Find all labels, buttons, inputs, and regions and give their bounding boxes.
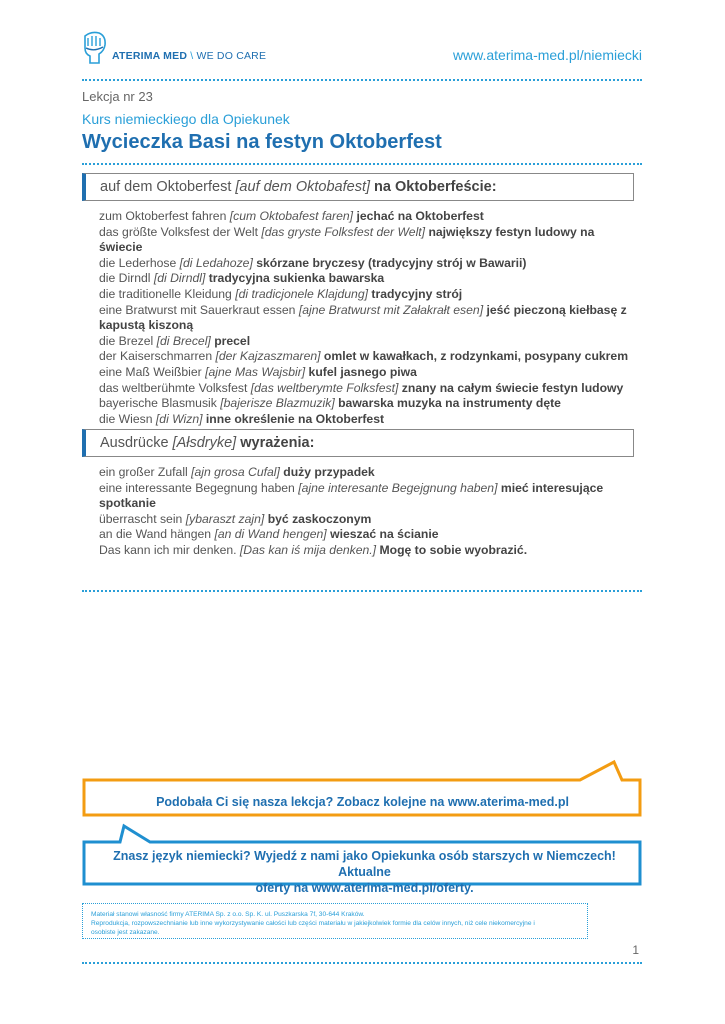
term-polish: Mogę to sobie wyobrazić. bbox=[379, 542, 528, 557]
term-german: die Wiesn bbox=[99, 411, 153, 426]
course-name: Kurs niemieckiego dla Opiekunek bbox=[82, 111, 290, 127]
page-title: Wycieczka Basi na festyn Oktoberfest bbox=[82, 131, 442, 153]
term-german: bayerische Blasmusik bbox=[99, 396, 217, 411]
term-polish: jechać na Oktoberfest bbox=[356, 209, 484, 223]
term-polish: kufel jasnego piwa bbox=[308, 364, 417, 379]
term-polish: omlet w kawałkach, z rodzynkami, posypany cukrem bbox=[323, 349, 629, 364]
term-german: die Brezel bbox=[99, 333, 154, 348]
term-pronunciation: [di tradicjonele Klajdung] bbox=[235, 286, 368, 301]
promo-lessons-link[interactable]: Podobała Ci się nasza lekcja? Zobacz kolejne na www.aterima-med.pl bbox=[156, 795, 569, 809]
heading-german: auf dem Oktoberfest bbox=[100, 179, 232, 195]
term-pronunciation: [di Dirndl] bbox=[153, 271, 206, 286]
term-pronunciation: [der Kajzaszmaren] bbox=[215, 349, 321, 364]
copyright-line: osobiste jest zakazane. bbox=[91, 929, 160, 936]
term-pronunciation: [bajerisze Blazmuzik] bbox=[220, 396, 335, 411]
term-pronunciation: [ajne Mas Wajsbir] bbox=[205, 364, 306, 379]
term-polish: jeść pieczoną kiełbasę z kapustą kiszoną bbox=[99, 302, 627, 333]
term-pronunciation: [an di Wand hengen] bbox=[214, 527, 327, 542]
term-polish: precel bbox=[214, 333, 251, 348]
term-polish: duży przypadek bbox=[283, 465, 375, 479]
term-german: der Kaiserschmarren bbox=[99, 349, 213, 364]
term-polish: skórzane bryczesy (tradycyjny strój w Bawarii) bbox=[256, 255, 527, 270]
logo-separator: \ bbox=[190, 50, 194, 62]
term-polish: inne określenie na Oktoberfest bbox=[205, 411, 385, 426]
term-german: an die Wand hängen bbox=[99, 527, 212, 542]
term-german: die traditionelle Kleidung bbox=[99, 286, 232, 301]
term-polish: mieć interesujące spotkanie bbox=[99, 480, 604, 511]
term-polish: bawarska muzyka na instrumenty dęte bbox=[338, 396, 561, 411]
heading-pronunciation: [Ałsdryke] bbox=[172, 435, 237, 451]
term-polish: znany na całym świecie festyn ludowy bbox=[401, 380, 624, 395]
term-german: überrascht sein bbox=[99, 511, 183, 526]
page-number: 1 bbox=[632, 943, 639, 957]
lesson-number: Lekcja nr 23 bbox=[82, 89, 153, 104]
copyright-notice bbox=[82, 903, 588, 939]
copyright-line: Reprodukcja, rozpowszechnianie lub inne wykorzystywanie całości lub części materiału w jakiejkolwiek formie dla celów innych, niż cele niekomercyjne i bbox=[91, 920, 535, 927]
term-pronunciation: [das weltberymte Folksfest] bbox=[250, 380, 399, 395]
term-pronunciation: [cum Oktobafest faren] bbox=[229, 209, 354, 223]
term-polish: wieszać na ścianie bbox=[330, 527, 439, 542]
term-german: Das kann ich mir denken. bbox=[99, 542, 237, 557]
term-pronunciation: [di Brecel] bbox=[156, 333, 211, 348]
logo-tagline: WE DO CARE bbox=[196, 50, 267, 62]
term-pronunciation: [ajn grosa Cufal] bbox=[191, 465, 280, 479]
promo-offers-line2: oferty na www.aterima-med.pl/oferty. bbox=[255, 881, 474, 895]
copyright-line: Materiał stanowi własność firmy ATERIMA Sp. z o.o. Sp. K. ul. Puszkarska 7f, 30-644 Kraków. bbox=[91, 911, 365, 918]
heading-german: Ausdrücke bbox=[100, 435, 169, 451]
term-polish: być zaskoczonym bbox=[267, 511, 372, 526]
term-pronunciation: [ybaraszt zajn] bbox=[185, 511, 265, 526]
term-german: eine Maß Weißbier bbox=[99, 364, 202, 379]
logo-brand: ATERIMA MED bbox=[112, 50, 188, 62]
site-url-link[interactable]: www.aterima-med.pl/niemiecki bbox=[452, 47, 642, 63]
term-german: das größte Volksfest der Welt bbox=[99, 224, 258, 239]
term-pronunciation: [das gryste Folksfest der Welt] bbox=[261, 224, 426, 239]
heading-pronunciation: [auf dem Oktobafest] bbox=[235, 179, 371, 195]
heading-polish: na Oktoberfeście: bbox=[374, 179, 497, 195]
footer-divider bbox=[82, 962, 642, 964]
term-polish: tradycyjna sukienka bawarska bbox=[208, 271, 385, 286]
term-pronunciation: [ajne interesante Begejgnung haben] bbox=[298, 480, 498, 495]
promo-offers-link[interactable] bbox=[92, 848, 637, 896]
term-pronunciation: [Das kan iś mija denken.] bbox=[239, 542, 377, 557]
term-german: die Lederhose bbox=[99, 255, 177, 270]
term-german: zum Oktoberfest fahren bbox=[99, 209, 227, 223]
term-pronunciation: [di Ledahoze] bbox=[179, 255, 253, 270]
term-polish: największy festyn ludowy na świecie bbox=[99, 224, 595, 255]
term-pronunciation: [di Wizn] bbox=[155, 411, 203, 426]
term-german: eine Bratwurst mit Sauerkraut essen bbox=[99, 302, 296, 317]
term-german: das weltberühmte Volksfest bbox=[99, 380, 248, 395]
heading-polish: wyrażenia: bbox=[240, 435, 315, 451]
term-pronunciation: [ajne Bratwurst mit Załakrałt esen] bbox=[298, 302, 484, 317]
term-german: eine interessante Begegnung haben bbox=[99, 480, 295, 495]
term-german: ein großer Zufall bbox=[99, 465, 188, 479]
term-german: die Dirndl bbox=[99, 271, 151, 286]
term-polish: tradycyjny strój bbox=[371, 286, 463, 301]
promo-offers-line1: Znasz język niemiecki? Wyjedź z nami jako Opiekunka osób starszych w Niemczech! Aktualne bbox=[113, 849, 616, 879]
